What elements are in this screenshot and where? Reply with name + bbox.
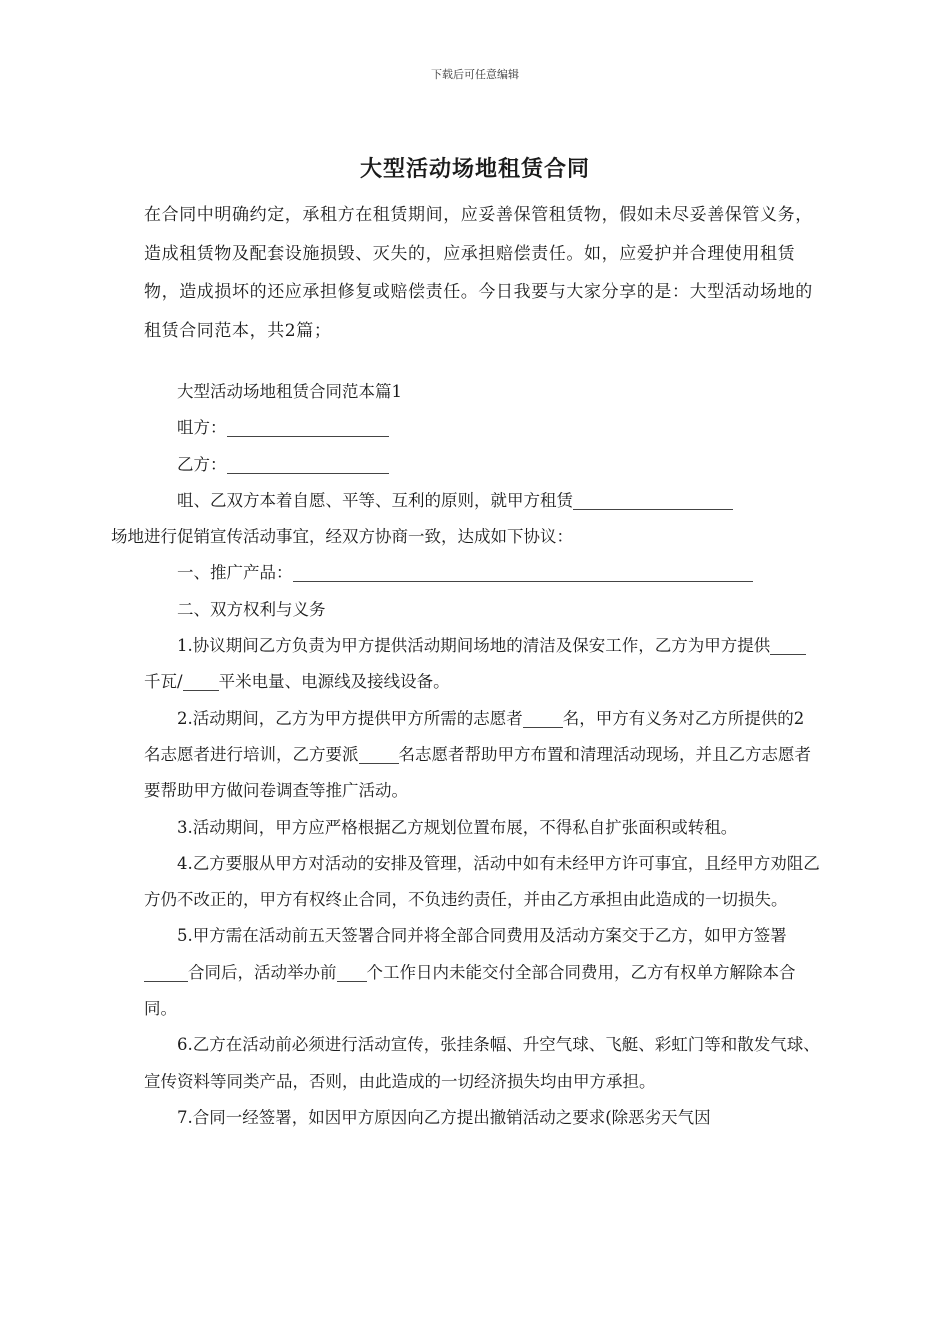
volunteer-count-blank — [523, 710, 563, 728]
clause-5 — [144, 918, 820, 1027]
principle-paragraph — [111, 483, 820, 556]
kw-blank — [770, 638, 806, 656]
volunteer-assign-blank — [359, 746, 399, 764]
clause-2 — [144, 701, 820, 810]
party-b-label: 乙方： — [177, 454, 227, 474]
party-a-blank — [227, 420, 389, 438]
sqm-blank — [183, 674, 219, 692]
item-2-heading: 二、双方权利与义务 — [177, 599, 326, 619]
clause-1 — [144, 628, 820, 701]
clause-6: 6.乙方在活动前必须进行活动宣传，张挂条幅、升空气球、飞艇、彩虹门等和散发气球、宣传资料等同类产品，否则，由此造成的一切经济损失均由甲方承担。 — [144, 1035, 820, 1091]
party-b-line — [144, 447, 820, 483]
clause-5-text-a: 5.甲方需在活动前五天签署合同并将全部合同费用及活动方案交于乙方，如甲方签署 — [177, 926, 787, 946]
clause-3: 3.活动期间，甲方应严格根据乙方规划位置布展，不得私自扩张面积或转租。 — [177, 817, 738, 837]
clause-1-text-b: 千瓦/ — [144, 672, 183, 692]
signing-blank — [144, 964, 188, 982]
workday-blank — [337, 964, 367, 982]
section-title: 大型活动场地租赁合同范本篇1 — [177, 382, 402, 401]
party-a-line — [144, 410, 820, 446]
header-note: 下载后可任意编辑 — [431, 68, 519, 81]
item-1-label: 一、推广产品： — [177, 563, 293, 583]
clause-7: 7.合同一经签署，如因甲方原因向乙方提出撤销活动之要求(除恶劣天气因 — [177, 1107, 711, 1127]
party-a-label: 咀方： — [177, 418, 227, 438]
contract-body — [111, 374, 820, 1136]
venue-blank — [573, 492, 733, 510]
clause-2-text-a: 2.活动期间，乙方为甲方提供甲方所需的志愿者 — [177, 708, 523, 728]
clause-2-text-c: 名志愿者帮助甲方布置和清理活动现场，并且乙方志愿者要帮助甲方做问卷调查等推广活动。 — [144, 744, 811, 801]
document-title: 大型活动场地租赁合同 — [359, 156, 590, 182]
clause-1-text-a: 1.协议期间乙方负责为甲方提供活动期间场地的清洁及保安工作，乙方为甲方提供 — [177, 636, 771, 656]
clause-1-text-c: 平米电量、电源线及接线设备。 — [218, 672, 450, 692]
clause-2-text-b: 名，甲方有义务对乙方所提供的2名志愿者进行培训，乙方要派 — [144, 708, 805, 764]
clause-5-text-b: 合同后，活动举办前 — [188, 962, 337, 982]
product-blank — [293, 565, 753, 583]
item-1-line — [144, 555, 820, 591]
intro-paragraph: 在合同中明确约定，承租方在租赁期间，应妥善保管租赁物，假如未尽妥善保管义务，造成租赁物及配套设施损毁、灭失的，应承担赔偿责任。如，应爱护并合理使用租赁物，造成损坏的还应承担修复或赔偿责任。今日我要与大家分享的是：大型活动场地的租赁合同范本，共2篇； — [144, 205, 813, 341]
clause-5-text-c: 个工作日内未能交付全部合同费用，乙方有权单方解除本合同。 — [144, 962, 796, 1019]
clause-4: 4.乙方要服从甲方对活动的安排及管理，活动中如有未经甲方许可事宜，且经甲方劝阻乙方仍不改正的，甲方有权终止合同，不负违约责任，并由乙方承担由此造成的一切损失。 — [144, 853, 820, 910]
party-b-blank — [227, 456, 389, 474]
principle-text-1: 咀、乙双方本着自愿、平等、互利的原则，就甲方租赁 — [177, 490, 573, 510]
principle-text-2: 场地进行促销宣传活动事宜，经双方协商一致，达成如下协议： — [111, 527, 573, 547]
